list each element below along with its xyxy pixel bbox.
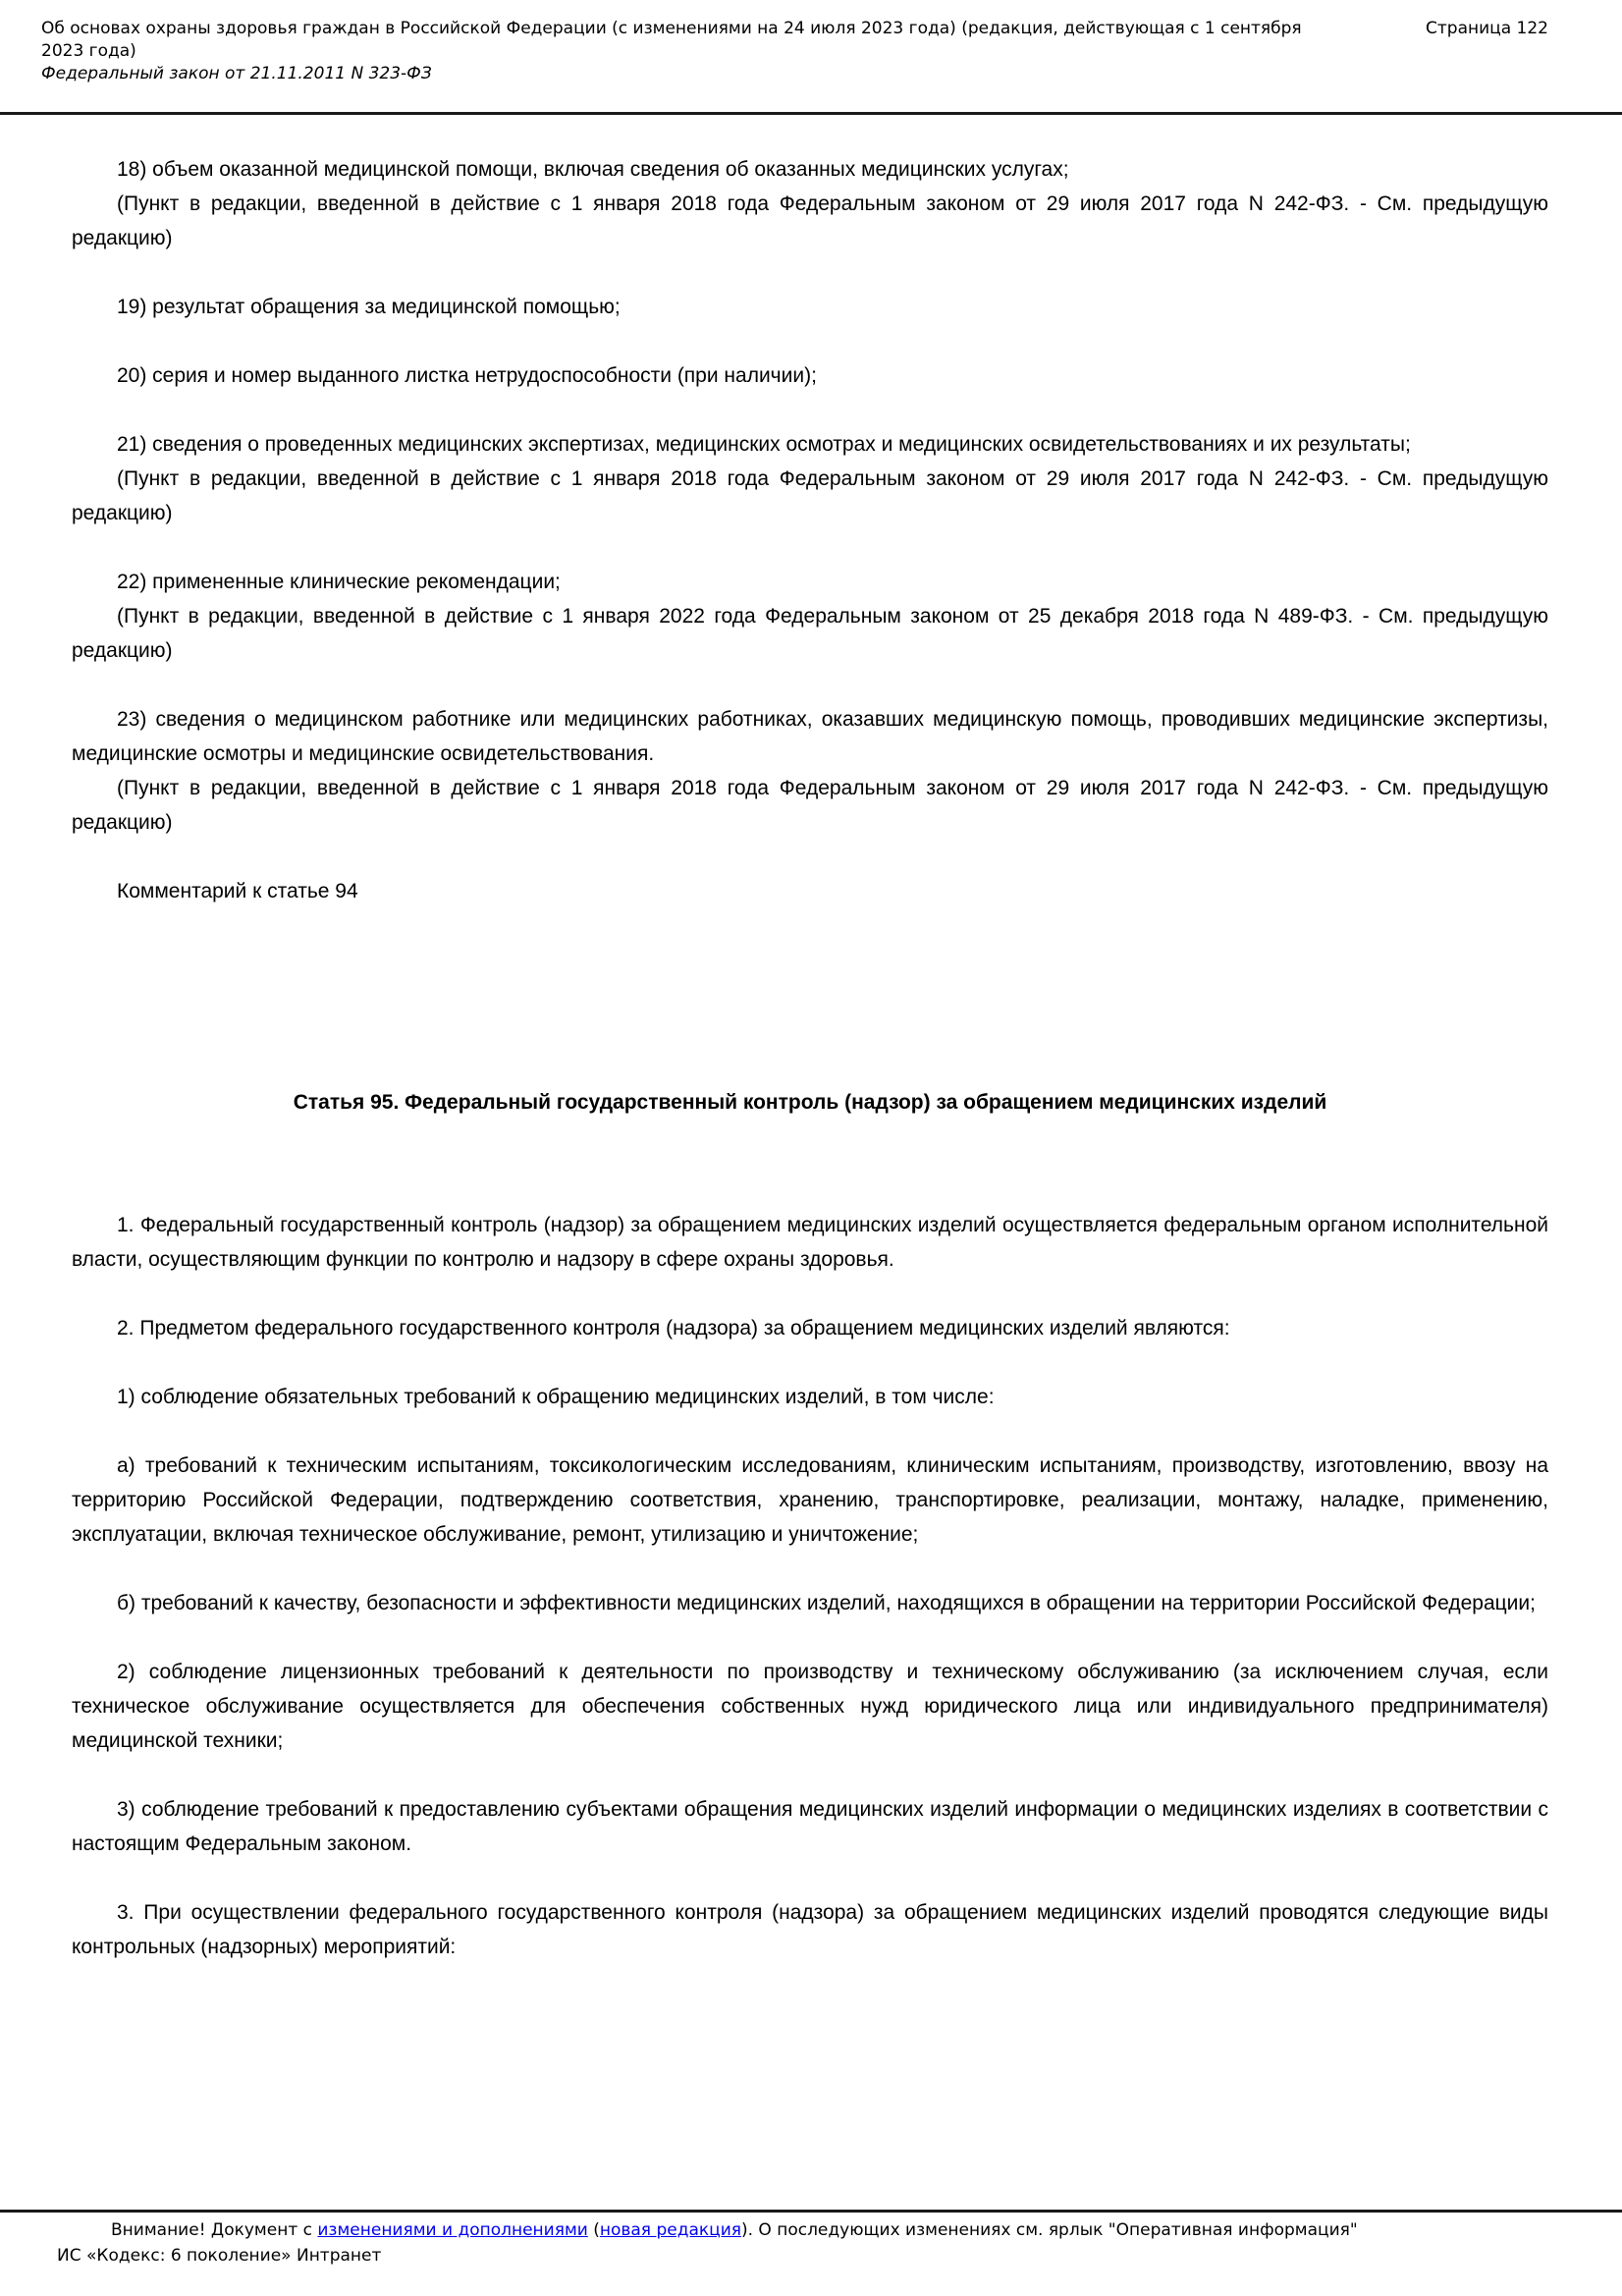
page-footer: [57, 2217, 1565, 2269]
document-title: Об основах охраны здоровья граждан в Российской Федерации (с изменениями на 24 июля 2023 года) (редакция, действующая с 1 сентября 2023 года): [41, 19, 1302, 61]
item-19: 19) результат обращения за медицинской помощью;: [117, 296, 621, 318]
clause-2-item-2: 2) соблюдение лицензионных требований к деятельности по производству и техническому обслуживанию (за исключением случая, если техническое обслуживание осуществляется для обеспечения собственных нужд юридического лица или индивидуального предпринимателя) медицинской техники;: [72, 1661, 1548, 1752]
footer-divider: [0, 2210, 1622, 2213]
footer-warning-line: [57, 2217, 1565, 2243]
clause-1: 1. Федеральный государственный контроль (надзор) за обращением медицинских изделий осуществляется федеральным органом исполнительной власти, осуществляющим функции по контролю и надзору в сфере охраны здоровья.: [72, 1214, 1548, 1271]
document-body: [72, 118, 1548, 1964]
clause-2-item-1: 1) соблюдение обязательных требований к обращению медицинских изделий, в том числе:: [117, 1386, 995, 1408]
note-item-18: (Пункт в редакции, введенной в действие с 1 января 2018 года Федеральным законом от 29 июля 2017 года N 242-ФЗ. - См. предыдущую редакцию): [72, 192, 1548, 249]
document-type: Федеральный закон от 21.11.2011 N 323-ФЗ: [41, 64, 432, 83]
header-title-block: [41, 18, 1308, 85]
item-22: 22) примененные клинические рекомендации;: [117, 571, 561, 593]
clause-2-item-1b: б) требований к качеству, безопасности и эффективности медицинских изделий, находящихся в обращении на территории Российской Федерации;: [117, 1592, 1536, 1614]
item-21: 21) сведения о проведенных медицинских экспертизах, медицинских осмотрах и медицинских освидетельствованиях и их результаты;: [117, 433, 1411, 456]
clause-2: 2. Предметом федерального государственного контроля (надзора) за обращением медицинских изделий являются:: [117, 1317, 1230, 1339]
changes-and-additions-link[interactable]: изменениями и дополнениями: [317, 2220, 588, 2240]
note-item-21: (Пункт в редакции, введенной в действие с 1 января 2018 года Федеральным законом от 29 июля 2017 года N 242-ФЗ. - См. предыдущую редакцию): [72, 467, 1548, 524]
new-edition-link[interactable]: новая редакция: [599, 2220, 741, 2240]
clause-2-item-3: 3) соблюдение требований к предоставлению субъектами обращения медицинских изделий информации о медицинских изделиях в соответствии с настоящим Федеральным законом.: [72, 1798, 1548, 1855]
clause-3: 3. При осуществлении федерального государственного контроля (надзора) за обращением медицинских изделий проводятся следующие виды контрольных (надзорных) мероприятий:: [72, 1901, 1548, 1958]
note-item-23: (Пункт в редакции, введенной в действие с 1 января 2018 года Федеральным законом от 29 июля 2017 года N 242-ФЗ. - См. предыдущую редакцию): [72, 777, 1548, 834]
system-name: ИС «Кодекс: 6 поколение» Интранет: [57, 2246, 382, 2266]
header-divider: [0, 112, 1622, 115]
note-item-22: (Пункт в редакции, введенной в действие с 1 января 2022 года Федеральным законом от 25 декабря 2018 года N 489-ФЗ. - См. предыдущую редакцию): [72, 605, 1548, 662]
item-18: 18) объем оказанной медицинской помощи, включая сведения об оказанных медицинских услугах;: [117, 158, 1069, 181]
item-20: 20) серия и номер выданного листка нетрудоспособности (при наличии);: [117, 364, 817, 387]
page-number: Страница 122: [1426, 19, 1548, 38]
footer-warning-prefix: Внимание! Документ с: [111, 2220, 318, 2240]
comment-article-94: Комментарий к статье 94: [117, 880, 358, 902]
article-95-heading: Статья 95. Федеральный государственный контроль (надзор) за обращением медицинских изделий: [293, 1091, 1327, 1114]
footer-between-links: (: [587, 2220, 600, 2240]
page-header: [41, 18, 1548, 85]
footer-warning-suffix: ). О последующих изменениях см. ярлык "Оперативная информация": [740, 2220, 1358, 2240]
item-23: 23) сведения о медицинском работнике или медицинских работниках, оказавших медицинскую помощь, проводивших медицинские экспертизы, медицинские осмотры и медицинские освидетельствования.: [72, 708, 1548, 765]
clause-2-item-1a: а) требований к техническим испытаниям, токсикологическим исследованиям, клиническим испытаниям, производству, изготовлению, ввозу на территорию Российской Федерации, подтверждению соответствия, хранению, транспортировке, реализации, монтажу, наладке, применению, эксплуатации, включая техническое обслуживание, ремонт, утилизацию и уничтожение;: [72, 1454, 1548, 1546]
